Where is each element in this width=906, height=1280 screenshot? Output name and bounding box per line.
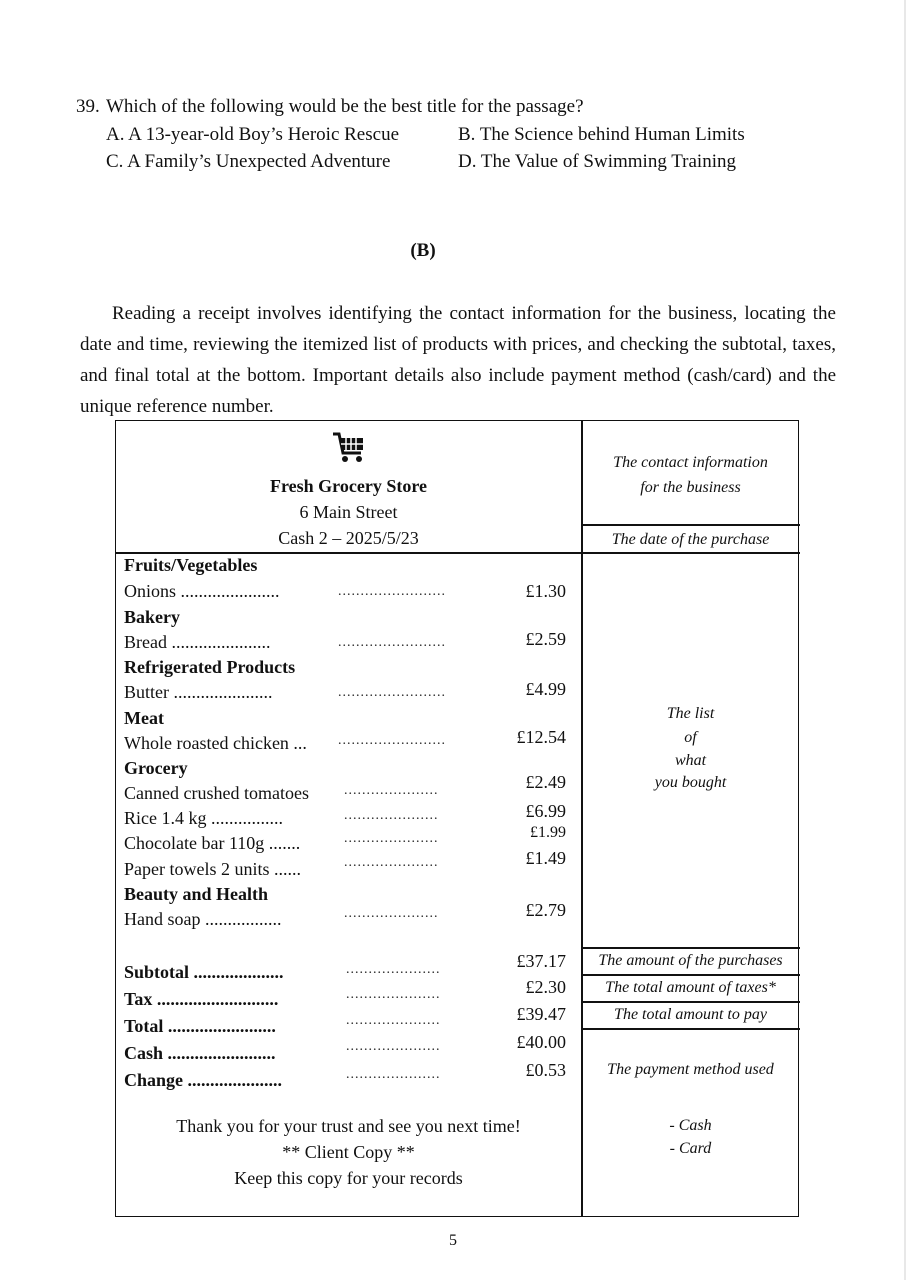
item-chicken: Whole roasted chicken ... bbox=[124, 733, 307, 753]
leader-dots: ........................ bbox=[338, 733, 446, 748]
tax-value: £2.30 bbox=[525, 977, 566, 997]
category-bakery: Bakery bbox=[124, 607, 180, 627]
item-bread: Bread ...................... bbox=[124, 632, 271, 652]
annot-cash: - Cash bbox=[669, 1117, 712, 1134]
item-chocolate: Chocolate bar 110g ....... bbox=[124, 833, 301, 853]
section-label: (B) bbox=[410, 240, 436, 261]
item-towels: Paper towels 2 units ...... bbox=[124, 859, 301, 879]
tax-label: Tax ........................... bbox=[124, 989, 279, 1009]
annot-list-4: you bought bbox=[654, 774, 727, 791]
annot-divider bbox=[581, 1028, 800, 1030]
cash-value: £40.00 bbox=[516, 1032, 566, 1052]
annot-taxes: The total amount of taxes* bbox=[605, 979, 776, 996]
leader-dots: ..................... bbox=[344, 906, 439, 921]
price-rice: £6.99 bbox=[525, 801, 566, 821]
footer-client-copy: ** Client Copy ** bbox=[282, 1142, 415, 1162]
total-value: £39.47 bbox=[516, 1004, 566, 1024]
register-date: Cash 2 – 2025/5/23 bbox=[278, 528, 419, 548]
total-label: Total ........................ bbox=[124, 1016, 276, 1036]
leader-dots: ..................... bbox=[344, 831, 439, 846]
store-address: 6 Main Street bbox=[299, 502, 398, 522]
price-butter: £4.99 bbox=[525, 679, 566, 699]
cash-label: Cash ........................ bbox=[124, 1043, 276, 1063]
leader-dots: ..................... bbox=[346, 962, 441, 977]
annot-contact-2: for the business bbox=[640, 479, 741, 496]
subtotal-value: £37.17 bbox=[516, 951, 566, 971]
price-towels: £1.49 bbox=[525, 848, 566, 868]
leader-dots: ..................... bbox=[344, 808, 439, 823]
receipt-table bbox=[115, 420, 799, 1217]
leader-dots: ..................... bbox=[346, 1013, 441, 1028]
annot-divider bbox=[581, 552, 800, 554]
category-grocery: Grocery bbox=[124, 758, 188, 778]
option-c[interactable]: C. A Family’s Unexpected Adventure bbox=[106, 151, 391, 172]
change-label: Change ..................... bbox=[124, 1070, 283, 1090]
category-meat: Meat bbox=[124, 708, 164, 728]
leader-dots: ..................... bbox=[344, 783, 439, 798]
question-text: Which of the following would be the best title for the passage? bbox=[106, 96, 584, 117]
annot-contact-1: The contact information bbox=[613, 454, 768, 471]
item-tomatoes: Canned crushed tomatoes bbox=[124, 783, 309, 803]
price-soap: £2.79 bbox=[525, 900, 566, 920]
annot-pay: The total amount to pay bbox=[614, 1006, 767, 1023]
price-onions: £1.30 bbox=[525, 581, 566, 601]
passage-paragraph: Reading a receipt involves identifying the contact information for the business, locating the date and time, reviewing the itemized list of products with prices, and checking the subtotal, taxes, and final total at the bottom. Important details also include payment method (cash/card) and the unique reference number. bbox=[80, 303, 836, 417]
leader-dots: ........................ bbox=[338, 584, 446, 599]
item-rice: Rice 1.4 kg ................ bbox=[124, 808, 283, 828]
store-name: Fresh Grocery Store bbox=[270, 476, 427, 496]
category-beauty: Beauty and Health bbox=[124, 884, 269, 904]
annot-amount: The amount of the purchases bbox=[598, 952, 783, 969]
price-tomatoes: £2.49 bbox=[525, 772, 566, 792]
item-soap: Hand soap ................. bbox=[124, 909, 282, 929]
option-a[interactable]: A. A 13-year-old Boy’s Heroic Rescue bbox=[106, 124, 399, 145]
price-chocolate: £1.99 bbox=[530, 824, 566, 841]
annot-card: - Card bbox=[669, 1140, 712, 1157]
page-number: 5 bbox=[449, 1232, 457, 1249]
item-onions: Onions ...................... bbox=[124, 581, 280, 601]
annot-list-2: of bbox=[684, 729, 697, 746]
annot-date: The date of the purchase bbox=[611, 531, 770, 548]
option-b[interactable]: B. The Science behind Human Limits bbox=[458, 124, 745, 145]
subtotal-label: Subtotal .................... bbox=[124, 962, 284, 982]
header-divider bbox=[116, 552, 581, 554]
category-refrigerated: Refrigerated Products bbox=[124, 657, 296, 677]
item-butter: Butter ...................... bbox=[124, 682, 273, 702]
shopping-cart-icon bbox=[331, 429, 367, 465]
leader-dots: ..................... bbox=[346, 987, 441, 1002]
annot-list-3: what bbox=[674, 752, 707, 769]
option-d[interactable]: D. The Value of Swimming Training bbox=[458, 151, 736, 172]
footer-keep-copy: Keep this copy for your records bbox=[234, 1168, 463, 1188]
annot-divider bbox=[581, 524, 800, 526]
change-value: £0.53 bbox=[525, 1060, 566, 1080]
annot-list-1: The list bbox=[666, 705, 715, 722]
footer-thanks: Thank you for your trust and see you next time! bbox=[176, 1116, 521, 1136]
question-number: 39. bbox=[76, 96, 100, 117]
leader-dots: ..................... bbox=[344, 855, 439, 870]
price-chicken: £12.54 bbox=[516, 727, 566, 747]
category-fruits: Fruits/Vegetables bbox=[124, 555, 258, 575]
leader-dots: ........................ bbox=[338, 635, 446, 650]
leader-dots: ........................ bbox=[338, 685, 446, 700]
leader-dots: ..................... bbox=[346, 1067, 441, 1082]
annot-method: The payment method used bbox=[607, 1061, 774, 1078]
leader-dots: ..................... bbox=[346, 1039, 441, 1054]
price-bread: £2.59 bbox=[525, 629, 566, 649]
